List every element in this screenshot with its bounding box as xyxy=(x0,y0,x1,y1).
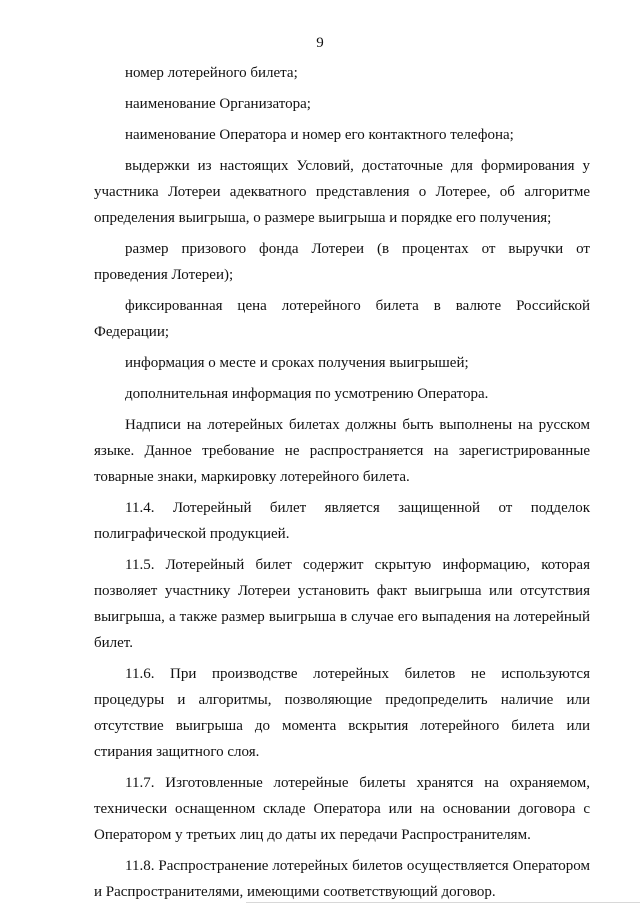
paragraph-operator-name: наименование Оператора и номер его контактного телефона; xyxy=(125,127,514,143)
paragraph-11-8: 11.8. Распространение лотерейных билетов осуществляется Оператором и Распространителями, имеющими соответствующий договор. xyxy=(94,858,590,900)
paragraph-prize-place: информация о месте и сроках получения выигрышей; xyxy=(125,355,469,371)
paragraph-organizer-name: наименование Организатора; xyxy=(125,96,311,112)
paragraph-excerpts: выдержки из настоящих Условий, достаточные для формирования у участника Лотереи адекватного представления о Лотерее, об алгоритме определения выигрыша, о размере выигрыша и порядке его получения; xyxy=(94,158,590,226)
paragraph-additional-info: дополнительная информация по усмотрению Оператора. xyxy=(125,386,489,402)
paragraph-11-6: 11.6. При производстве лотерейных билетов не используются процедуры и алгоритмы, позволяющие предопределить наличие или отсутствие выигрыша до момента вскрытия лотерейного билета или стирания защитного слоя. xyxy=(94,666,590,760)
paragraph-11-5: 11.5. Лотерейный билет содержит скрытую информацию, которая позволяет участнику Лотереи установить факт выигрыша или отсутствия выигрыша, а также размер выигрыша в случае его выпадения на лотерейный билет. xyxy=(94,557,590,651)
document-body xyxy=(94,60,590,905)
bottom-edge-line xyxy=(246,902,640,903)
paragraph-ticket-number: номер лотерейного билета; xyxy=(125,65,298,81)
paragraph-11-7: 11.7. Изготовленные лотерейные билеты хранятся на охраняемом, технически оснащенном складе Оператора или на основании договора с Оператором у третьих лиц до даты их передачи Распространителям. xyxy=(94,775,590,843)
paragraph-11-4: 11.4. Лотерейный билет является защищенной от подделок полиграфической продукцией. xyxy=(94,500,590,542)
paragraph-prize-fund: размер призового фонда Лотереи (в процентах от выручки от проведения Лотереи); xyxy=(94,241,590,283)
page-number: 9 xyxy=(316,35,324,51)
paragraph-language: Надписи на лотерейных билетах должны быть выполнены на русском языке. Данное требование не распространяется на зарегистрированные товарные знаки, маркировку лотерейного билета. xyxy=(94,417,590,485)
paragraph-ticket-price: фиксированная цена лотерейного билета в валюте Российской Федерации; xyxy=(94,298,590,340)
